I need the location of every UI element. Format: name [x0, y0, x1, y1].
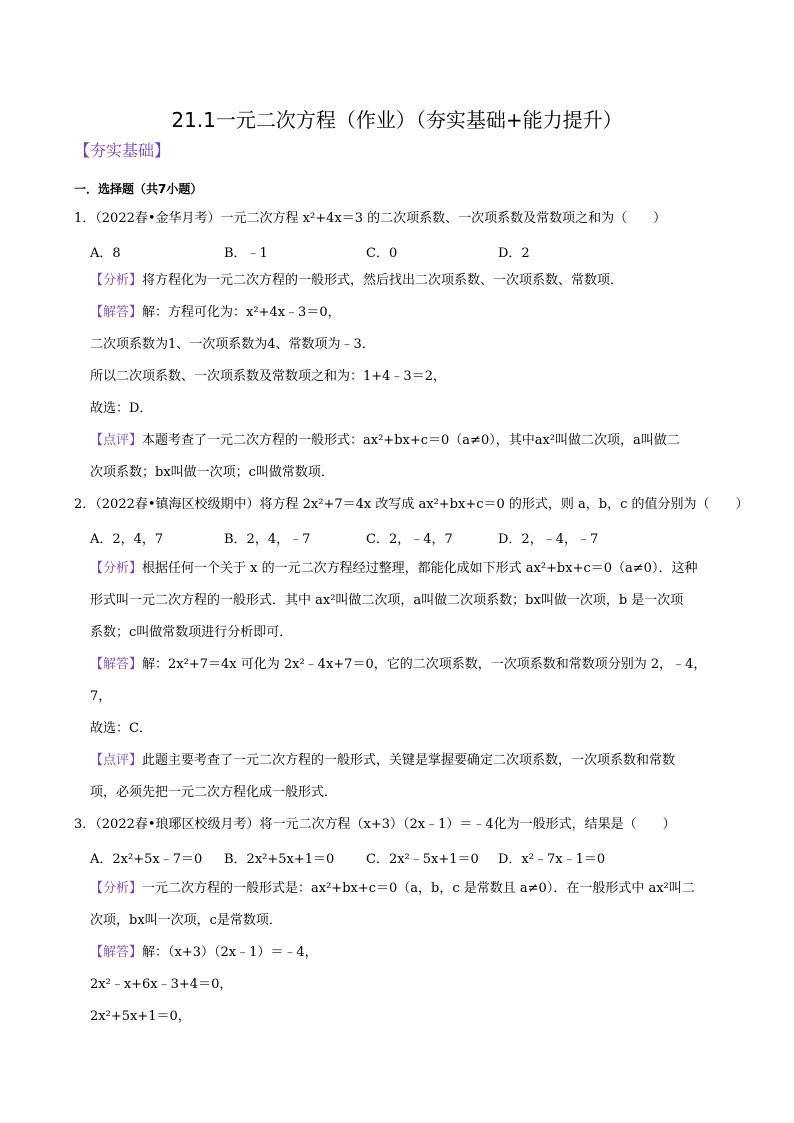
q1-comment — [90, 432, 680, 450]
comment-text: 本题考查了一元二次方程的一般形式：ax²+bx+c＝0（a≠0），其中ax²叫做二次项，a叫做二 — [142, 433, 680, 448]
q2-answer — [90, 656, 706, 674]
page-title: 21.1一元二次方程（作业）（夯实基础+能力提升） — [171, 108, 623, 132]
q1-option-a: A．8 — [90, 246, 121, 261]
q2-option-d: D．2，﹣4，﹣7 — [498, 532, 599, 547]
q1-stem: 1．（2022春•金华月考）一元二次方程 x²+4x＝3 的二次项系数、一次项系数及常数项之和为（ ） — [74, 211, 667, 226]
q2-comment — [90, 752, 675, 770]
q3-option-c: C．2x²﹣5x+1＝0 — [366, 852, 479, 867]
q3-stem: 3．（2022春•琅琊区校级月考）将一元二次方程（x+3）（2x﹣1）＝﹣4化为一般形式，结果是（ ） — [74, 817, 676, 832]
q1-analysis — [90, 272, 623, 290]
q1-option-c: C．0 — [366, 246, 398, 261]
comment-tag: 【点评】 — [90, 753, 143, 768]
q1-answer-line-1: 二次项系数为1、一次项系数为4、常数项为﹣3． — [90, 337, 375, 352]
q2-option-b: B．2，4，﹣7 — [224, 532, 311, 547]
q2-analysis-line-3: 系数；c叫做常数项进行分析即可． — [90, 625, 293, 640]
analysis-text: 一元二次方程的一般形式是：ax²+bx+c＝0（a，b，c 是常数且 a≠0）．在一般形式中 ax²叫二 — [142, 881, 695, 896]
q2-option-a: A．2，4，7 — [90, 532, 164, 547]
q2-comment-line-2: 项，必须先把一元二次方程化成一般形式． — [90, 785, 338, 800]
q3-analysis-line-2: 次项，bx叫一次项，c是常数项． — [90, 913, 282, 928]
q2-analysis — [90, 560, 697, 578]
q3-answer-line-3: 2x²+5x+1＝0， — [90, 1009, 191, 1024]
answer-tag: 【解答】 — [90, 305, 143, 320]
q1-option-b: B．﹣1 — [224, 246, 268, 261]
q2-answer-line-2: 7， — [90, 689, 112, 704]
q2-answer-line-3: 故选：C． — [90, 721, 152, 736]
q3-option-d: D．x²﹣7x﹣1＝0 — [498, 852, 606, 867]
q1-answer-line-2: 所以二次项系数、一次项系数及常数项之和为：1+4﹣3＝2， — [90, 369, 446, 384]
q2-option-c: C．2，﹣4，7 — [366, 532, 453, 547]
comment-tag: 【点评】 — [90, 433, 143, 448]
answer-tag: 【解答】 — [90, 945, 143, 960]
q1-option-d: D．2 — [498, 246, 530, 261]
q1-answer-line-3: 故选：D． — [90, 401, 153, 416]
answer-text: 解：2x²+7＝4x 可化为 2x²﹣4x+7＝0，它的二次项系数，一次项系数和常数项分别为 2，﹣4， — [142, 657, 707, 672]
analysis-tag: 【分析】 — [90, 561, 143, 576]
comment-text: 此题主要考查了一元二次方程的一般形式，关键是掌握要确定二次项系数，一次项系数和常数 — [142, 753, 676, 768]
answer-text: 解：方程可化为：x²+4x﹣3＝0， — [142, 305, 341, 320]
q2-analysis-line-2: 形式叫一元二次方程的一般形式．其中 ax²叫做二次项，a叫做二次项系数；bx叫做一次项，b 是一次项 — [90, 593, 684, 608]
analysis-text: 根据任何一个关于 x 的一元二次方程经过整理，都能化成如下形式 ax²+bx+c＝0（a≠0）．这种 — [142, 561, 698, 576]
q3-answer — [90, 944, 318, 962]
section-title: 【夯实基础】 — [74, 141, 171, 160]
analysis-tag: 【分析】 — [90, 881, 143, 896]
part-heading: 一．选择题（共7小题） — [74, 182, 203, 196]
answer-tag: 【解答】 — [90, 657, 143, 672]
q3-analysis — [90, 880, 695, 898]
q1-answer — [90, 304, 341, 322]
q3-answer-line-2: 2x²﹣x+6x﹣3+4＝0， — [90, 977, 233, 992]
q2-stem: 2．（2022春•镇海区校级期中）将方程 2x²+7＝4x 改写成 ax²+bx+c＝0 的形式，则 a，b，c 的值分别为（ ） — [74, 497, 749, 512]
q3-option-a: A．2x²+5x﹣7＝0 — [90, 852, 203, 867]
q1-comment-line-2: 次项系数；bx叫做一次项；c叫做常数项． — [90, 465, 334, 480]
analysis-tag: 【分析】 — [90, 273, 143, 288]
analysis-text: 将方程化为一元二次方程的一般形式，然后找出二次项系数、一次项系数、常数项． — [142, 273, 624, 288]
q3-option-b: B．2x²+5x+1＝0 — [224, 852, 335, 867]
answer-text: 解：（x+3）（2x﹣1）＝﹣4， — [142, 945, 318, 960]
